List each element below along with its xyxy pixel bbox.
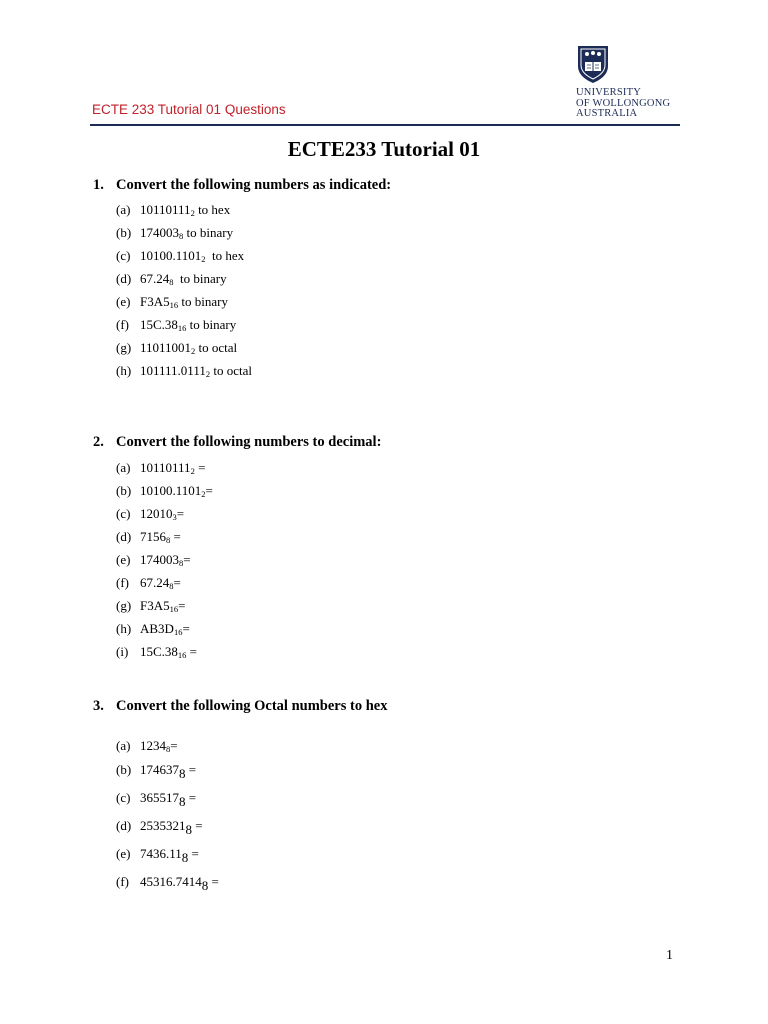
header-divider bbox=[90, 124, 680, 126]
question-number: 3. bbox=[93, 698, 104, 714]
logo-line-3: AUSTRALIA bbox=[576, 108, 638, 119]
list-item: (b) 1746378 = bbox=[116, 762, 197, 781]
question-prompt: Convert the following Octal numbers to hex bbox=[116, 698, 388, 714]
list-item: (g) 110110012 to octal bbox=[116, 340, 238, 356]
logo-line-1: UNIVERSITY bbox=[576, 87, 641, 98]
question-3-heading bbox=[93, 698, 387, 715]
logo-wordmark bbox=[576, 88, 676, 120]
list-item: (h) 101111.01112 to octal bbox=[116, 363, 252, 379]
list-item: (d) 71568 = bbox=[116, 529, 181, 545]
list-item: (f) 67.248= bbox=[116, 575, 181, 591]
question-number: 1. bbox=[93, 177, 104, 193]
list-item: (c) 3655178 = bbox=[116, 790, 197, 809]
document-title: ECTE233 Tutorial 01 bbox=[287, 137, 481, 161]
university-crest-icon bbox=[576, 44, 610, 84]
university-logo bbox=[576, 44, 676, 120]
list-item: (e) 7436.118 = bbox=[116, 846, 199, 865]
page-number: 1 bbox=[666, 948, 673, 963]
course-header-title: ECTE 233 Tutorial 01 Questions bbox=[92, 102, 286, 117]
list-item: (c) 10100.11012 to hex bbox=[116, 248, 245, 264]
list-item: (i) 15C.3816 = bbox=[116, 644, 198, 660]
list-item: (b) 10100.11012= bbox=[116, 483, 213, 499]
list-item: (f) 45316.74148 = bbox=[116, 874, 219, 893]
list-item: (e) 1740038= bbox=[116, 552, 191, 568]
list-item: (f) 15C.3816 to binary bbox=[116, 317, 237, 333]
list-item: (e) F3A516 to binary bbox=[116, 294, 228, 310]
list-item: (d) 67.248 to binary bbox=[116, 271, 227, 287]
list-item: (c) 120103= bbox=[116, 506, 185, 522]
list-item: (h) AB3D16= bbox=[116, 621, 190, 637]
question-1-heading bbox=[93, 177, 391, 194]
list-item: (a) 101101112 = bbox=[116, 460, 206, 476]
list-item: (a) 101101112 to hex bbox=[116, 202, 231, 218]
question-2-heading bbox=[93, 434, 381, 451]
question-prompt: Convert the following numbers to decimal: bbox=[116, 434, 382, 450]
list-item: (d) 25353218 = bbox=[116, 818, 203, 837]
question-number: 2. bbox=[93, 434, 104, 450]
logo-line-2: OF WOLLONGONG bbox=[576, 97, 671, 109]
question-prompt: Convert the following numbers as indicated: bbox=[116, 177, 392, 193]
list-item: (a) 12348= bbox=[116, 738, 178, 754]
list-item: (b) 1740038 to binary bbox=[116, 225, 234, 241]
list-item: (g) F3A516= bbox=[116, 598, 186, 614]
